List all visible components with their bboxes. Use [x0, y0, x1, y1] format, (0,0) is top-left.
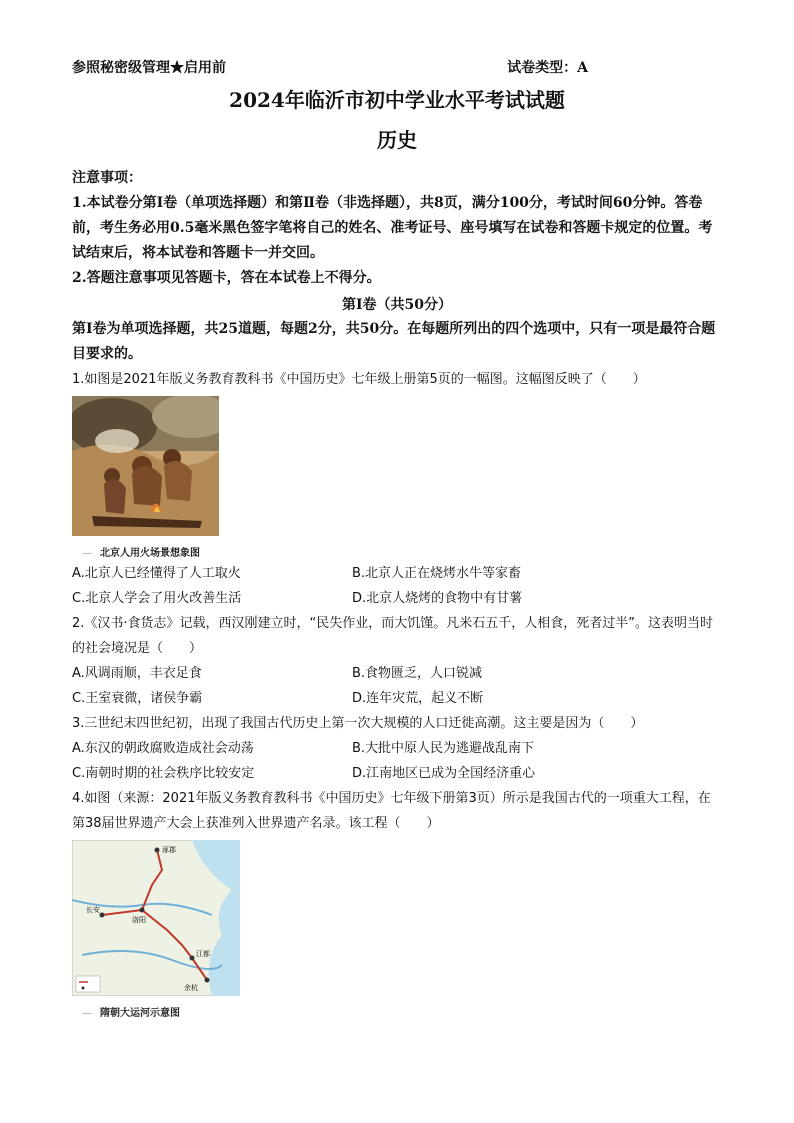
question-2-stem: 2.《汉书·食货志》记载，西汉刚建立时，“民失作业，而大饥馑。凡米石五千，人相食，死者过半”。这表明当时的社会境况是（ ） — [72, 616, 714, 656]
question-1-stem: 1.如图是2021年版义务教育教科书《中国历史》七年级上册第5页的一幅图。这幅图反映了（ ） — [72, 372, 646, 387]
question-4-figure-caption — [82, 1004, 722, 1019]
option-d[interactable]: D.北京人烧烤的食物中有甘薯 — [352, 591, 523, 606]
option-c[interactable]: C.北京人学会了用火改善生活 — [72, 591, 242, 606]
option-b[interactable]: B.北京人正在烧烤水牛等家畜 — [352, 566, 522, 581]
caption-text: 北京人用火场景想象图 — [100, 548, 200, 559]
map-label-changan: 长安 — [86, 906, 100, 914]
caption-dash: — — [82, 1008, 92, 1019]
option-c[interactable]: C.王室衰微，诸侯争霸 — [72, 691, 203, 706]
question-4-stem: 4.如图（来源：2021年版义务教育教科书《中国历史》七年级下册第3页）所示是我国古代的一项重大工程，在第38届世界遗产大会上获准列入世界遗产名录。该工程（ ） — [72, 791, 711, 831]
question-1-figure — [72, 396, 722, 559]
question-1-options — [72, 561, 722, 611]
option-d[interactable]: D.江南地区已成为全国经济重心 — [352, 766, 536, 781]
header-row — [72, 58, 722, 78]
option-a[interactable]: A.风调雨顺，丰衣足食 — [72, 666, 202, 681]
notes-item-2: 2.答题注意事项见答题卡，答在本试卷上不得分。 — [72, 270, 381, 286]
question-3-options — [72, 736, 722, 786]
paper-type-label: 试卷类型：A — [507, 60, 588, 76]
question-1-figure-caption — [82, 544, 722, 559]
notes-heading: 注意事项： — [72, 170, 142, 186]
question-4-figure — [72, 840, 722, 1019]
subject-title: 历史 — [377, 128, 417, 152]
peking-man-fire-illustration — [72, 396, 219, 536]
confidentiality-label: 参照秘密级管理★启用前 — [72, 60, 226, 76]
section-title: 第Ⅰ卷（共50分） — [341, 297, 453, 313]
notes-block — [72, 166, 722, 291]
question-3-stem: 3.三世纪末四世纪初，出现了我国古代历史上第一次大规模的人口迁徙高潮。这主要是因为（ ） — [72, 716, 644, 731]
caption-dash: — — [82, 548, 92, 559]
grand-canal-map — [72, 840, 240, 996]
option-b[interactable]: B.食物匮乏，人口锐减 — [352, 666, 483, 681]
section-instruction: 第Ⅰ卷为单项选择题，共25道题，每题2分，共50分。在每题所列出的四个选项中，只有一项是最符合题目要求的。 — [72, 321, 716, 362]
option-d[interactable]: D.连年灾荒，起义不断 — [352, 691, 484, 706]
option-c[interactable]: C.南朝时期的社会秩序比较安定 — [72, 766, 255, 781]
exam-page — [72, 58, 722, 1021]
map-label-yuhang: 余杭 — [184, 984, 198, 992]
map-label-jiangdu: 江都 — [196, 950, 210, 958]
map-label-luoyang: 洛阳 — [132, 916, 146, 924]
exam-title: 2024年临沂市初中学业水平考试试题 — [229, 88, 565, 112]
notes-item-1: 1.本试卷分第Ⅰ卷（单项选择题）和第Ⅱ卷（非选择题），共8页，满分100分，考试时间60分钟。答卷前，考生务必用0.5毫米黑色签字笔将自己的姓名、准考证号、座号填写在试卷和答题卡规定的位置。考试结束后，将本试卷和答题卡一并交回。 — [72, 195, 713, 261]
option-a[interactable]: A.东汉的朝政腐败造成社会动荡 — [72, 741, 254, 756]
caption-text: 隋朝大运河示意图 — [100, 1008, 180, 1019]
question-2-options — [72, 661, 722, 711]
option-b[interactable]: B.大批中原人民为逃避战乱南下 — [352, 741, 535, 756]
map-label-zhuojun: 涿郡 — [162, 846, 176, 854]
option-a[interactable]: A.北京人已经懂得了人工取火 — [72, 566, 241, 581]
